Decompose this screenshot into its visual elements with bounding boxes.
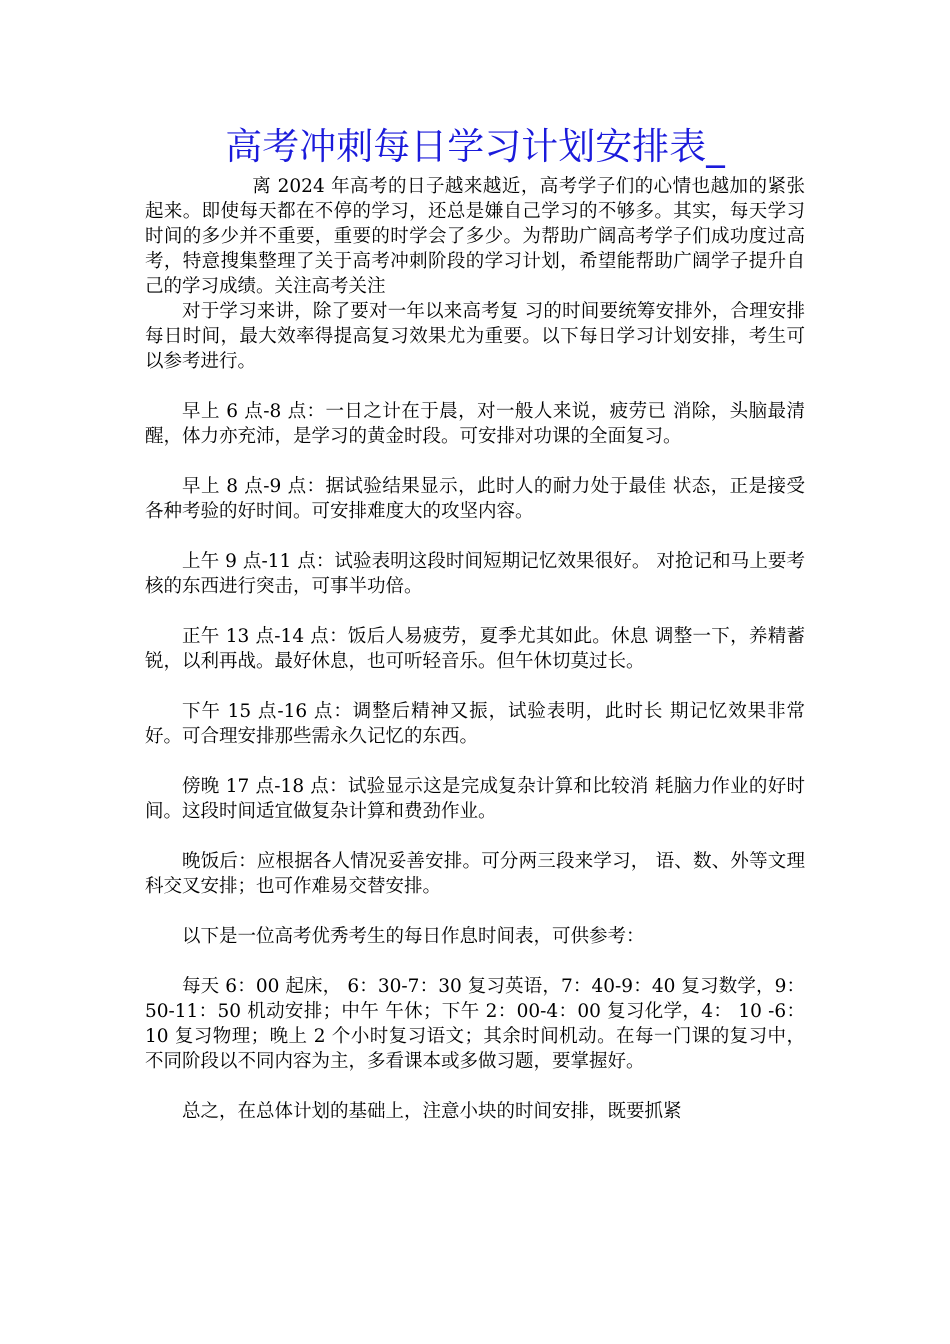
paragraph-sample-schedule: 每天 6：00 起床， 6：30-7：30 复习英语，7：40-9：40 复习数学，9：50-11：50 机动安排；中午 午休；下午 2：00-4：00 复习化学，4： 10 -6：10 复习物理；晚上 2 个小时复习语文；其余时间机动。在每一门课的复习中，不同阶段以不同内容为主，多看课本或多做习题，要掌握好。 — [145, 976, 805, 1072]
paragraph-summary: 总之，在总体计划的基础上，注意小块的时间安排，既要抓紧 — [182, 1101, 682, 1122]
paragraph-sample-intro: 以下是一位高考优秀考生的每日作息时间表，可供参考： — [182, 926, 645, 947]
paragraph-9-11am: 上午 9 点-11 点：试验表明这段时间短期记忆效果很好。 对抢记和马上要考核的东西进行突击，可事半功倍。 — [145, 551, 805, 597]
paragraph-8-9am: 早上 8 点-9 点：据试验结果显示，此时人的耐力处于最佳 状态，正是接受各种考验的好时间。可安排难度大的攻坚内容。 — [145, 476, 805, 522]
paragraph-15-16pm: 下午 15 点-16 点：调整后精神又振，试验表明，此时长 期记忆效果非常好。可合理安排那些需永久记忆的东西。 — [145, 701, 805, 747]
document-body — [145, 174, 805, 1124]
paragraph-13-14pm: 正午 13 点-14 点：饭后人易疲劳，夏季尤其如此。休息 调整一下，养精蓄锐，以利再战。最好休息，也可听轻音乐。但午休切莫过长。 — [145, 626, 805, 672]
paragraph-6-8am: 早上 6 点-8 点：一日之计在于晨，对一般人来说，疲劳已 消除，头脑最清醒，体力亦充沛，是学习的黄金时段。可安排对功课的全面复习。 — [145, 401, 805, 447]
paragraph-overview: 对于学习来讲，除了要对一年以来高考复 习的时间要统筹安排外，合理安排每日时间，最大效率得提高复习效果尤为重要。以下每日学习计划安排，考生可以参考进行。 — [145, 301, 805, 372]
paragraph-after-dinner: 晚饭后：应根据各人情况妥善安排。可分两三段来学习， 语、数、外等文理科交叉安排；也可作难易交替安排。 — [145, 851, 805, 897]
paragraph-17-18pm: 傍晚 17 点-18 点：试验显示这是完成复杂计算和比较消 耗脑力作业的好时间。这段时间适宜做复杂计算和费劲作业。 — [145, 776, 805, 822]
document-title: 高考冲刺每日学习计划安排表_ — [225, 125, 725, 168]
paragraph-intro: 离 2024 年高考的日子越来越近，高考学子们的心情也越加的紧张起来。即使每天都在不停的学习，还总是嫌自己学习的不够多。其实，每天学习时间的多少并不重要，重要的时学会了多少。为帮助广阔高考学子们成功度过高考，特意搜集整理了关于高考冲刺阶段的学习计划，希望能帮助广阔学子提升自己的学习成绩。关注高考关注 — [145, 176, 805, 297]
